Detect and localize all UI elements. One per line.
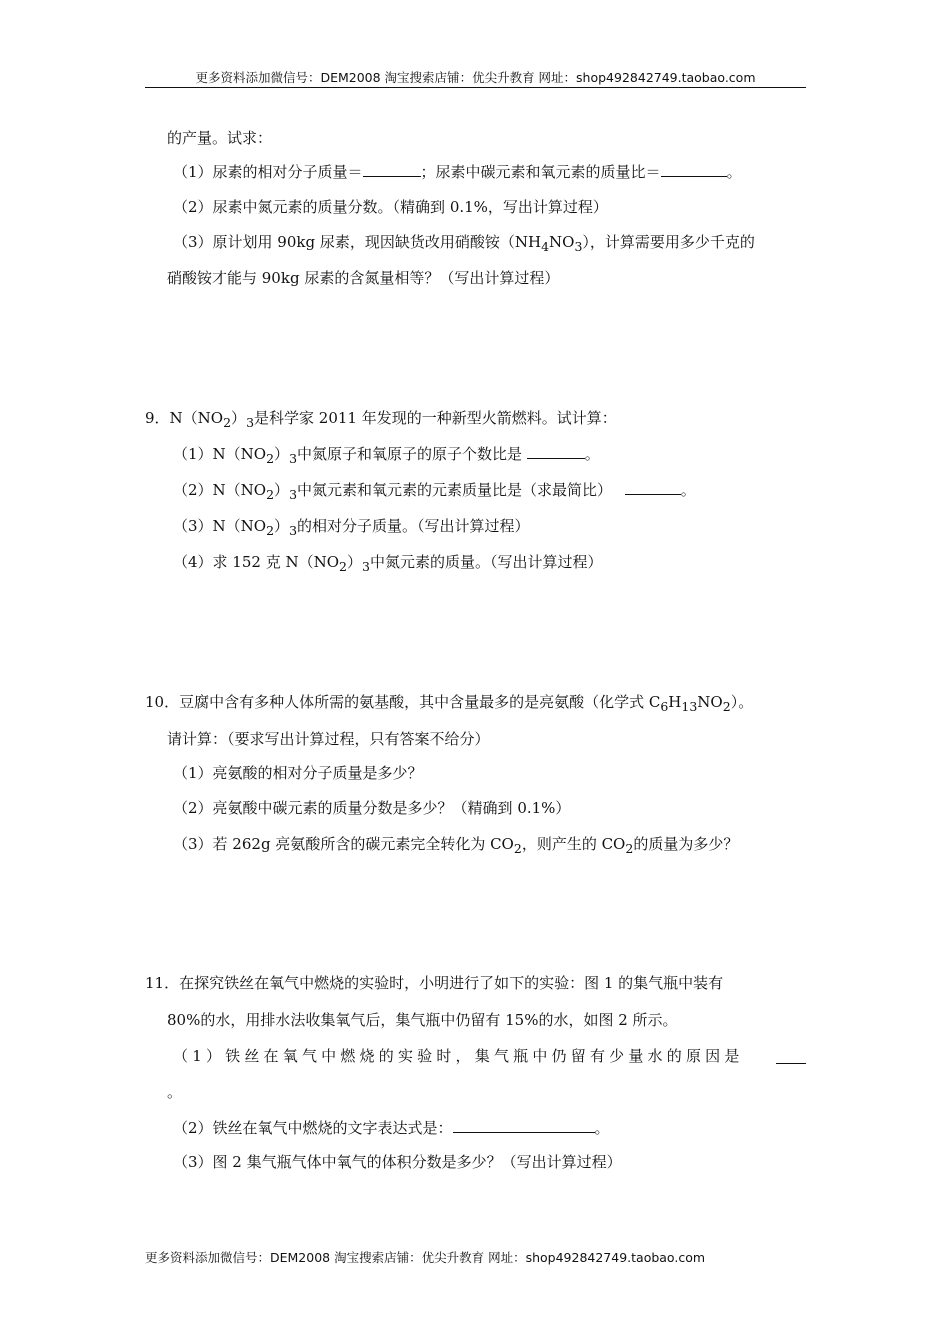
q10-part2: （2）亮氨酸中碳元素的质量分数是多少？（精确到 0.1%） bbox=[173, 799, 571, 817]
q9-title-text-a: 9．N（NO bbox=[145, 409, 224, 427]
subscript: 13 bbox=[681, 699, 698, 714]
subscript: 3 bbox=[289, 487, 298, 502]
q9-part1-text-c: 中氮原子和氧原子的原子个数比是 bbox=[297, 445, 527, 463]
subscript: 2 bbox=[339, 559, 347, 574]
q10-part3-text-b: ，则产生的 CO bbox=[521, 835, 626, 853]
q9-title-text-c: 是科学家 2011 年发现的一种新型火箭燃料。试计算： bbox=[254, 409, 617, 427]
subscript: 2 bbox=[266, 523, 275, 538]
q9-part4 bbox=[173, 552, 602, 577]
q9-part3-text-a: （3）N（NO bbox=[173, 517, 267, 535]
q9-part4-text-a: （4）求 152 克 N（NO bbox=[173, 553, 340, 571]
q9-part4-text-c: 中氮元素的质量。（写出计算过程） bbox=[369, 553, 603, 571]
q8-part3-cont: 硝酸铵才能与 90kg 尿素的含氮量相等？（写出计算过程） bbox=[167, 269, 560, 287]
answer-blank[interactable] bbox=[363, 162, 421, 177]
subscript: 3 bbox=[289, 451, 298, 466]
q9-part1-text-d: 。 bbox=[584, 445, 600, 463]
q9-part1-text-b: ） bbox=[274, 445, 290, 463]
subscript: 3 bbox=[289, 523, 298, 538]
subscript: 2 bbox=[266, 487, 275, 502]
q8-part2: （2）尿素中氮元素的质量分数。（精确到 0.1%，写出计算过程） bbox=[173, 198, 608, 216]
q8-part1 bbox=[173, 162, 742, 182]
q10-title-text-a: 10．豆腐中含有多种人体所需的氨基酸，其中含量最多的是亮氨酸（化学式 C bbox=[145, 693, 661, 711]
q8-part3-text-c: ），计算需要用多少千克的 bbox=[582, 233, 755, 251]
subscript: 2 bbox=[223, 415, 232, 430]
subscript: 2 bbox=[513, 841, 522, 856]
q9-part2-text-b: ） bbox=[274, 481, 290, 499]
q9-part3-text-c: 的相对分子质量。（写出计算过程） bbox=[297, 517, 530, 535]
q9-part3-text-b: ） bbox=[274, 517, 290, 535]
q8-part3 bbox=[173, 232, 755, 257]
subscript: 3 bbox=[246, 415, 255, 430]
q8-part1-text-a: （1）尿素的相对分子质量＝ bbox=[173, 163, 363, 181]
header-rule bbox=[145, 87, 806, 88]
q9-part3 bbox=[173, 516, 530, 541]
subscript: 2 bbox=[625, 841, 634, 856]
q10-title-text-d: ）。 bbox=[730, 693, 754, 711]
page-footer: 更多资料添加微信号：DEM2008 淘宝搜索店铺：优尖升教育 网址：shop492842749.taobao.com bbox=[145, 1250, 706, 1265]
subscript: 2 bbox=[722, 699, 731, 714]
q11-part2 bbox=[173, 1118, 610, 1138]
answer-blank[interactable] bbox=[661, 162, 727, 177]
q9-part4-text-b: ） bbox=[346, 553, 362, 571]
q11-title-cont: 80%的水，用排水法收集氧气后，集气瓶中仍留有 15%的水，如图 2 所示。 bbox=[167, 1011, 678, 1029]
subscript: 4 bbox=[541, 239, 550, 254]
q9-part1 bbox=[173, 444, 600, 469]
q9-part2-text-a: （2）N（NO bbox=[173, 481, 267, 499]
q9-title bbox=[145, 408, 617, 433]
q8-part3-text-a: （3）原计划用 90kg 尿素，现因缺货改用硝酸铵（NH bbox=[173, 233, 542, 251]
q11-part1-end: 。 bbox=[167, 1083, 183, 1101]
q11-part2-text-b: 。 bbox=[594, 1119, 610, 1137]
q9-part2-text-d: 。 bbox=[680, 481, 696, 499]
q11-part2-text-a: （2）铁丝在氧气中燃烧的文字表达式是： bbox=[173, 1119, 453, 1137]
q11-part1 bbox=[173, 1046, 806, 1066]
subscript: 6 bbox=[660, 699, 669, 714]
q8-intro: 的产量。试求： bbox=[167, 129, 273, 147]
q10-part3 bbox=[173, 834, 738, 859]
page-header: 更多资料添加微信号：DEM2008 淘宝搜索店铺：优尖升教育 网址：shop492842749.taobao.com bbox=[195, 70, 756, 85]
answer-blank[interactable] bbox=[625, 480, 681, 495]
subscript: 3 bbox=[574, 239, 583, 254]
q10-title-text-c: NO bbox=[697, 693, 723, 711]
answer-blank[interactable] bbox=[453, 1118, 595, 1133]
subscript: 2 bbox=[266, 451, 275, 466]
q8-part1-text-c: 。 bbox=[726, 163, 742, 181]
q9-part1-text-a: （1）N（NO bbox=[173, 445, 267, 463]
q9-part2 bbox=[173, 480, 696, 505]
q10-title-text-b: H bbox=[668, 693, 682, 711]
q8-part1-text-b: ；尿素中碳元素和氧元素的质量比＝ bbox=[420, 163, 661, 181]
q10-instructions: 请计算：（要求写出计算过程，只有答案不给分） bbox=[167, 730, 490, 748]
answer-blank[interactable] bbox=[527, 444, 585, 459]
subscript: 3 bbox=[362, 559, 370, 574]
q10-part3-text-a: （3）若 262g 亮氨酸所含的碳元素完全转化为 CO bbox=[173, 835, 514, 853]
q10-part3-text-c: 的质量为多少？ bbox=[633, 835, 739, 853]
q11-part1-text: （1）铁丝在氧气中燃烧的实验时，集气瓶中仍留有少量水的原因是 bbox=[173, 1047, 744, 1065]
q9-part2-text-c: 中氮元素和氧元素的元素质量比是（求最简比） bbox=[297, 481, 617, 499]
q11-part3: （3）图 2 集气瓶气体中氧气的体积分数是多少？（写出计算过程） bbox=[173, 1153, 622, 1171]
q9-title-text-b: ） bbox=[231, 409, 247, 427]
q10-part1: （1）亮氨酸的相对分子质量是多少？ bbox=[173, 764, 423, 782]
q11-title: 11．在探究铁丝在氧气中燃烧的实验时，小明进行了如下的实验：图 1 的集气瓶中装有 bbox=[145, 974, 724, 992]
q10-title bbox=[145, 692, 753, 717]
answer-blank[interactable] bbox=[776, 1049, 806, 1064]
q8-part3-text-b: NO bbox=[549, 233, 575, 251]
